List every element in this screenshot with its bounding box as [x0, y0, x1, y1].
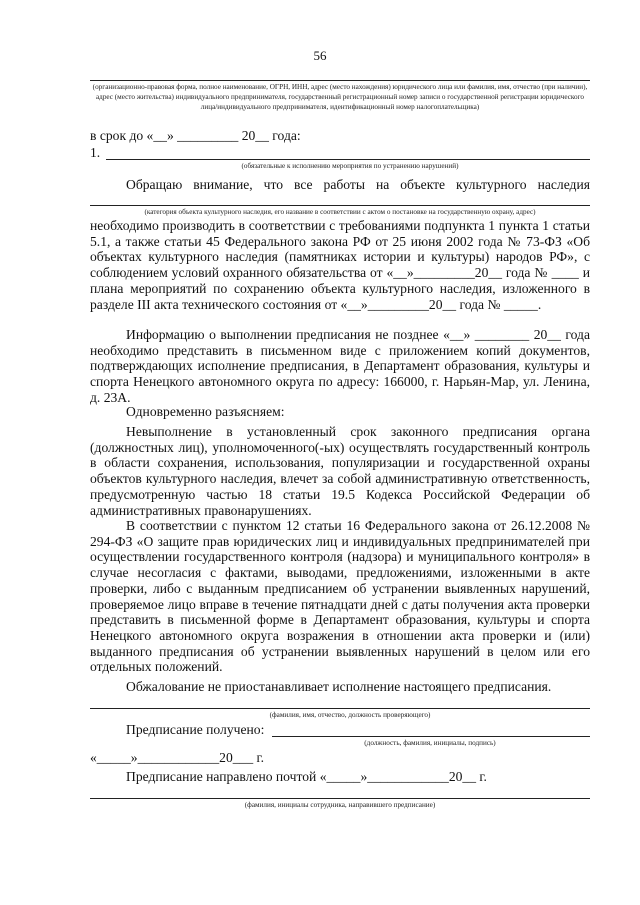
caption-sent: (фамилия, инициалы сотрудника, направившего предписание)	[244, 801, 436, 809]
paragraph-noncompliance: Невыполнение в установленный срок законного предписания органа (должностных лиц), уполномоченного(-ых) осуществлять государственный контроль в области сохранения, использования, популяризации и государственной охраны объектов культурного наследия, влечет за собой административную ответственность, предусмотренную частью 18 статьи 19.5 Кодекса Российской Федерации об административных правонарушениях.	[90, 424, 590, 518]
item-1-line	[106, 159, 590, 160]
caption-measures: (обязательные к исполнению мероприятия по устранению нарушений)	[241, 162, 459, 170]
caption-org: (организационно-правовая форма, полное наименование, ОГРН, ИНН, адрес (место нахождения) юридического лица или фамилия, имя, отчество (при наличии), адрес (место жительства) индивидуального предпринимателя, государственный регистрационный номер записи о государственной регистрации юридического лица/индивидуального предпринимателя, идентификационный номер налогоплательщика)	[92, 83, 588, 111]
caption-category: (категория объекта культурного наследия, его название в соответствии с актом о постановке на государственную охрану, адрес)	[144, 208, 536, 216]
paragraph-law: В соответствии с пунктом 12 статьи 16 Федерального закона от 26.12.2008 № 294-ФЗ «О защите прав юридических лиц и индивидуальных предпринимателей при осуществлении государственного контроля (надзора) и муниципального контроля» в случае несогласия с фактами, выводами, предложениями, изложенными в акте проверки, либо с выданным предписанием об устранении выявленных нарушений, проверяемое лицо вправе в течение пятнадцати дней с даты получения акта проверки представить в письменной форме в Департамент образования, культуры и спорта Ненецкого автономного округа возражения в отношении акта проверки и (или) выданного предписания об устранении выявленных нарушений в целом или его отдельных положений.	[90, 518, 590, 675]
received-label: Предписание получено:	[126, 722, 265, 737]
received-date: «_____»____________20___ г.	[90, 750, 264, 765]
deadline-line: в срок до «__» _________ 20__ года:	[90, 128, 301, 143]
sent-line: Предписание направлено почтой «_____»____________20__ г.	[126, 769, 487, 784]
org-line	[90, 80, 590, 81]
attention-text: Обращаю внимание, что все работы на объекте культурного наследия	[126, 177, 590, 192]
received-line	[272, 736, 590, 737]
category-line	[90, 205, 590, 206]
inspector-line	[90, 708, 590, 709]
caption-inspector: (фамилия, имя, отчество, должность проверяющего)	[269, 711, 431, 719]
caption-received: (должность, фамилия, инициалы, подпись)	[364, 739, 496, 747]
paragraph-info: Информацию о выполнении предписания не позднее «__» ________ 20__ года необходимо представить в письменном виде с приложением копий документов, подтверждающих исполнение предписания, в Департамент образования, культуры и спорта Ненецкого автономного округа по адресу: 166000, г. Нарьян-Мар, ул. Ленина, д. 23А.	[90, 327, 590, 405]
paragraph-appeal: Обжалование не приостанавливает исполнение настоящего предписания.	[126, 679, 552, 694]
paragraph-requirements: необходимо производить в соответствии с требованиями подпункта 1 пункта 1 статьи 5.1, а также статьи 45 Федерального закона РФ от 25 июня 2002 года № 73-ФЗ «Об объектах культурного наследия (памятниках истории и культуры) народов РФ», с соблюдением условий охранного обязательства от «__»_________20__ года № ____ и плана мероприятий по сохранению объекта культурного наследия, изложенного в разделе III акта технического состояния от «__»_________20__ года № _____.	[90, 218, 590, 312]
page-number: 56	[313, 48, 327, 63]
paragraph-clarify: Одновременно разъясняем:	[126, 404, 285, 419]
item-1-number: 1.	[90, 145, 101, 160]
sent-signature-line	[90, 798, 590, 799]
